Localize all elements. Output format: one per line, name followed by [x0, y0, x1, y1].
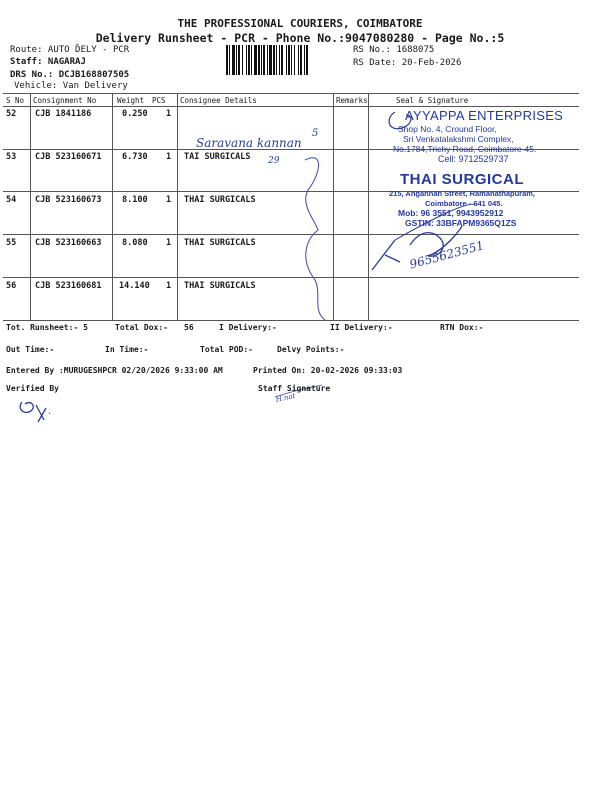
stamp-line: Sri Venkatalakshmi Complex,: [403, 134, 514, 144]
verified-by-label: Verified By: [6, 384, 59, 393]
cell-sno: 56: [6, 281, 17, 291]
company-title: THE PROFESSIONAL COURIERS, COIMBATORE: [177, 17, 423, 30]
cell-sno: 55: [6, 238, 17, 248]
out-time: Out Time:-: [6, 345, 55, 354]
verified-sign-dot: .: [48, 406, 52, 417]
col-header-consignee: Consignee Details: [180, 96, 257, 105]
vehicle-label: Vehicle: Van Delivery: [14, 81, 128, 91]
col-header-sno: S No: [6, 96, 25, 105]
cell-pcs: 1: [166, 195, 172, 205]
handwritten-mark: 29: [268, 156, 280, 166]
col-header-pcs: PCS: [152, 96, 166, 105]
stamp-line: Coimbatore - 641 045.: [425, 199, 503, 208]
printed-on: Printed On: 20-02-2026 09:33:03: [253, 366, 403, 375]
col-header-consignment: Consignment No: [33, 96, 97, 105]
cell-sno: 52: [6, 109, 17, 119]
cell-pcs: 1: [166, 238, 172, 248]
handwritten-mark: 5: [312, 128, 319, 139]
verified-sign-stroke: [20, 402, 46, 422]
route-label: Route: AUTO ĎELY - PCR: [10, 45, 130, 55]
cell-weight: 8.080: [122, 238, 148, 248]
runsheet-subtitle: Delivery Runsheet - PCR - Phone No.:9047080280 - Page No.:5: [95, 31, 505, 45]
brace-stroke: [305, 158, 325, 320]
rs-number: RS No.: 1688075: [353, 45, 435, 55]
cell-weight: 6.730: [122, 152, 148, 162]
cell-pcs: 1: [166, 281, 172, 291]
col-header-weight: Weight: [117, 96, 145, 105]
stamp-company-name: AYYAPPA ENTERPRISES: [405, 108, 564, 123]
cell-consignment: CJB 523160673: [35, 195, 102, 205]
stamp-line: Shop No. 4, Cround Floor,: [398, 124, 497, 134]
cell-pcs: 1: [166, 152, 172, 162]
stamp-line: Cell: 9712529737: [438, 154, 509, 164]
in-time: In Time:-: [105, 345, 149, 354]
drs-number: DRS No.: DCJB168807505: [10, 70, 130, 80]
cell-sno: 54: [6, 195, 17, 205]
cell-consignment: CJB 1841186: [35, 109, 92, 119]
handwritten-phone: 9655623551: [408, 238, 486, 272]
total-dox-label: Total Dox:-: [115, 323, 168, 332]
staff-signature-label: Staff Signature: [258, 384, 331, 393]
cell-weight: 8.100: [122, 195, 148, 205]
cell-consignee: TAI SURGICALS: [184, 152, 251, 162]
cell-weight: 0.250: [122, 109, 148, 119]
stamp-company-name: THAI SURGICAL: [400, 171, 524, 188]
cell-consignee: THAI SURGICALS: [184, 281, 256, 291]
ii-delivery: II Delivery:-: [330, 323, 393, 332]
rtn-dox: RTN Dox:-: [440, 323, 484, 332]
cell-consignment: CJB 523160671: [35, 152, 102, 162]
stamp-line: GSTIN: 33BFAPM9365Q1ZS: [405, 218, 517, 228]
stamp-line: 215, Angannan Street, Ramanathapuram,: [389, 189, 536, 198]
cell-pcs: 1: [166, 109, 172, 119]
cell-consignment: CJB 523160681: [35, 281, 102, 291]
cell-consignee: THAI SURGICALS: [184, 195, 256, 205]
receiver-name-handwriting: Saravana kannan: [196, 136, 302, 150]
staff-label: Staff: NAGARAJ: [10, 57, 86, 67]
tot-runsheet: Tot. Runsheet:- 5: [6, 323, 88, 332]
entered-by: Entered By :MURUGESHPCR 02/20/2026 9:33:00 AM: [6, 366, 223, 375]
cell-weight: 14.140: [119, 281, 150, 291]
staff-signature-handwriting: H.nat: [275, 391, 297, 404]
i-delivery: I Delivery:-: [219, 323, 277, 332]
total-dox-value: 56: [184, 323, 194, 332]
rs-date: RS Date: 20-Feb-2026: [353, 58, 462, 68]
cell-consignee: THAI SURGICALS: [184, 238, 256, 248]
ayyappa-sign-stroke: [389, 112, 411, 129]
delvy-points: Delvy Points:-: [277, 345, 345, 354]
col-header-seal: Seal & Signature: [396, 96, 469, 105]
total-pod: Total POD:-: [200, 345, 253, 354]
stamp-line: Mob: 96 3551, 9943952912: [398, 208, 504, 218]
cell-sno: 53: [6, 152, 17, 162]
col-header-remarks: Remarks: [336, 96, 368, 105]
stamp-line: No.1784,Trichy Road, Coimbatore-45.: [393, 144, 537, 154]
cell-consignment: CJB 523160663: [35, 238, 102, 248]
